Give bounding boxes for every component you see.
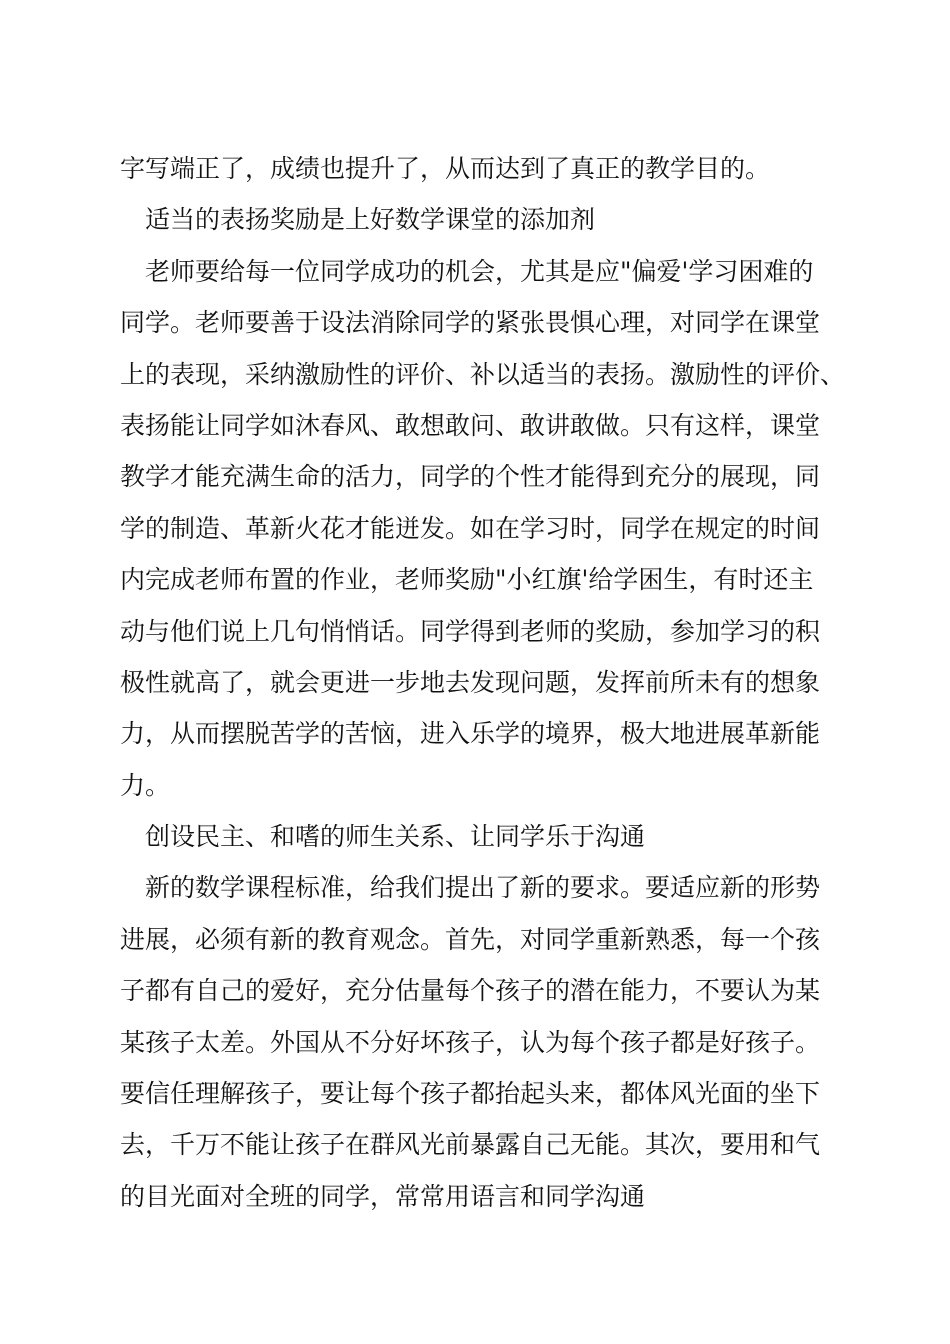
text-line: 进展，必须有新的教育观念。首先，对同学重新熟悉，每一个孩 — [120, 924, 821, 954]
text-line: 老师要给每一位同学成功的机会，尤其是应"偏爱'学习困难的 — [145, 256, 814, 286]
text-line: 内完成老师布置的作业，老师奖励"小红旗'给学困生，有时还主 — [120, 565, 814, 595]
text-line: 新的数学课程标准，给我们提出了新的要求。要适应新的形势 — [145, 873, 821, 903]
text-line: 要信任理解孩子，要让每个孩子都抬起头来，都体风光面的坐下 — [120, 1079, 821, 1109]
section-heading: 创设民主、和嗜的师生关系、让同学乐于沟通 — [145, 822, 646, 852]
text-line: 学的制造、革新火花才能迸发。如在学习时，同学在规定的时间 — [120, 513, 821, 543]
text-line: 动与他们说上几句悄悄话。同学得到老师的奖励，参加学习的积 — [120, 616, 821, 646]
text-line: 极性就高了，就会更进一步地去发现问题，发挥前所未有的想象 — [120, 667, 821, 697]
text-line: 表扬能让同学如沐春风、敢想敢问、敢讲敢做。只有这样，课堂 — [120, 410, 821, 440]
text-line: 某孩子太差。外国从不分好坏孩子，认为每个孩子都是好孩子。 — [120, 1027, 821, 1057]
text-line: 去，千万不能让孩子在群风光前暴露自己无能。其次，要用和气 — [120, 1130, 821, 1160]
text-line: 上的表现，采纳激励性的评价、补以适当的表扬。激励性的评价、 — [120, 359, 846, 389]
document-body — [120, 143, 846, 1222]
text-line: 子都有自己的爱好，充分估量每个孩子的潜在能力，不要认为某 — [120, 976, 821, 1006]
section-heading: 适当的表扬奖励是上好数学课堂的添加剂 — [145, 205, 596, 235]
text-line: 的目光面对全班的同学，常常用语言和同学沟通 — [120, 1181, 646, 1211]
text-line: 教学才能充满生命的活力，同学的个性才能得到充分的展现，同 — [120, 462, 821, 492]
text-line: 字写端正了，成绩也提升了，从而达到了真正的教学目的。 — [120, 154, 771, 183]
text-line: 力，从而摆脱苦学的苦恼，进入乐学的境界，极大地进展革新能 — [120, 719, 821, 749]
text-line: 力。 — [120, 770, 171, 800]
text-line: 同学。老师要善于设法消除同学的紧张畏惧心理，对同学在课堂 — [120, 308, 821, 338]
